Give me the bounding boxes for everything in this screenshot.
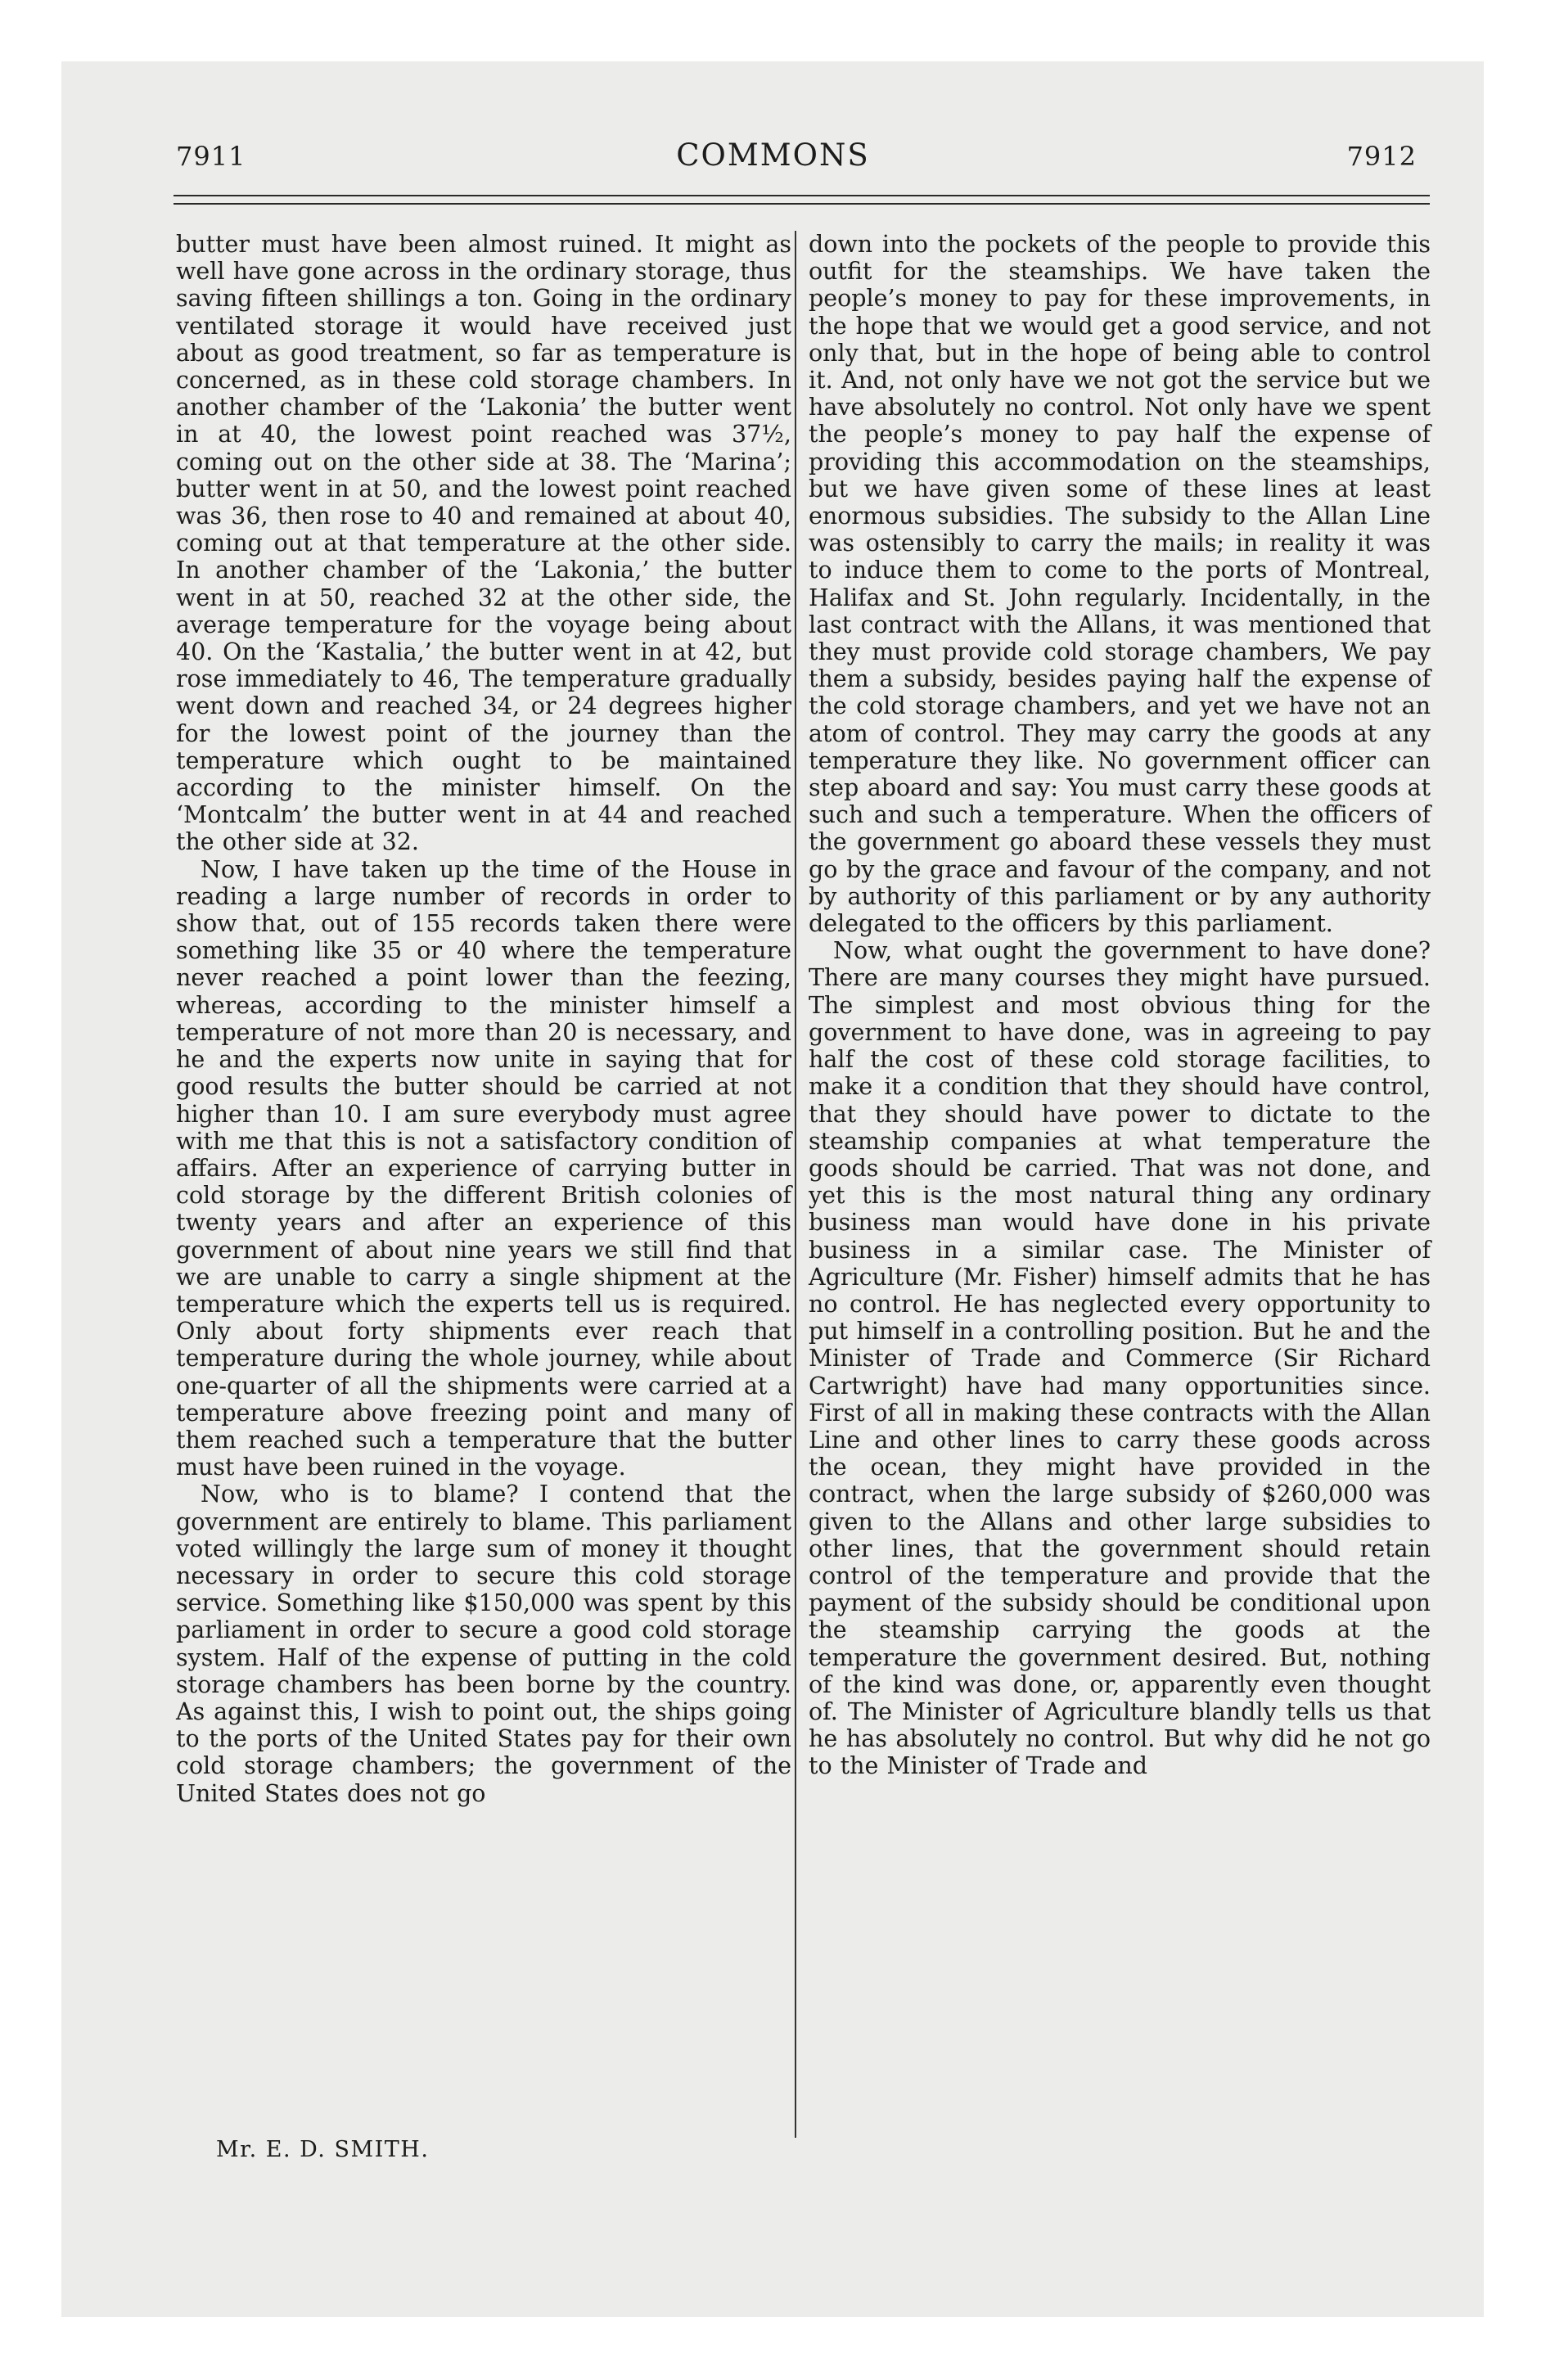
header-rule [174,203,1430,205]
page-number-right: 7912 [1346,141,1417,172]
speaker-footer: Mr. E. D. SMITH. [216,2137,430,2162]
paragraph: Now, I have taken up the time of the House in reading a large number of records in order to show that, out of 155 records taken there were something like 35 or 40 where the temperature never reached a point lower than the feezing, whereas, according to the minister himself a temperature of not more than 20 is necessary, and he and the experts now unite in saying that for good results the butter should be carried at not higher than 10. I am sure everybody must agree with me that this is not a satisfactory condition of affairs. After an experience of carrying butter in cold storage by the different British colonies of twenty years and after an experience of this government of about nine years we still find that we are unable to carry a single shipment at the temperature which the experts tell us is required. Only about forty shipments ever reach that temperature during the whole journey, while about one-quarter of all the shipments were carried at a temperature above freezing point and many of them reached such a temperature that the butter must have been ruined in the voyage. [176,855,791,1481]
running-title: COMMONS [676,137,870,173]
right-column [809,231,1431,1780]
paragraph: butter must have been almost ruined. It might as well have gone across in the ordinary storage, thus saving fifteen shillings a ton. Going in the ordinary ventilated storage it would have received just about as good treatment, so far as temperature is concerned, as in these cold storage chambers. In another chamber of the ‘Lakonia’ the butter went in at 40, the lowest point reached was 37½, coming out on the other side at 38. The ‘Marina’; butter went in at 50, and the lowest point reached was 36, then rose to 40 and remained at about 40, coming out at that temperature at the other side. In another chamber of the ‘Lakonia,’ the butter went in at 50, reached 32 at the other side, the average temperature for the voyage being about 40. On the ‘Kastalia,’ the butter went in at 42, but rose immediately to 46, The temperature gradually went down and reached 34, or 24 degrees higher for the lowest point of the journey than the temperature which ought to be maintained according to the minister himself. On the ‘Montcalm’ the butter went in at 44 and reached the other side at 32. [176,231,791,856]
header-rule [174,195,1430,196]
paragraph: down into the pockets of the people to provide this outfit for the steamships. We have taken the people’s money to pay for these improvements, in the hope that we would get a good service, and not only that, but in the hope of being able to control it. And, not only have we not got the service but we have absolutely no control. Not only have we spent the people’s money to pay half the expense of providing this accommodation on the steamships, but we have given some of these lines at least enormous subsidies. The subsidy to the Allan Line was ostensibly to carry the mails; in reality it was to induce them to come to the ports of Montreal, Halifax and St. John regularly. Incidentally, in the last contract with the Allans, it was mentioned that they must provide cold storage chambers, We pay them a subsidy, besides paying half the expense of the cold storage chambers, and yet we have not an atom of control. They may carry the goods at any temperature they like. No government officer can step aboard and say: You must carry these goods at such and such a temperature. When the officers of the government go aboard these vessels they must go by the grace and favour of the company, and not by authority of this parliament or by any authority delegated to the officers by this parliament. [809,231,1431,938]
paragraph: Now, what ought the government to have done? There are many courses they might have pursued. The simplest and most obvious thing for the government to have done, was in agreeing to pay half the cost of these cold storage facilities, to make it a condition that they should have control, that they should have power to dictate to the steamship companies at what temperature the goods should be carried. That was not done, and yet this is the most natural thing any ordinary business man would have done in his private business in a similar case. The Minister of Agriculture (Mr. Fisher) himself admits that he has no control. He has neglected every opportunity to put himself in a controlling position. But he and the Minister of Trade and Commerce (Sir Richard Cartwright) have had many opportunities since. First of all in making these contracts with the Allan Line and other lines to carry these goods across the ocean, they might have provided in the contract, when the large subsidy of $260,000 was given to the Allans and other large subsidies to other lines, that the government should retain control of the temperature and provide that the payment of the subsidy should be conditional upon the steamship carrying the goods at the temperature the government desired. But, nothing of the kind was done, or, apparently even thought of. The Minister of Agriculture blandly tells us that he has absolutely no control. But why did he not go to the Minister of Trade and [809,937,1431,1780]
page-number-left: 7911 [176,141,246,172]
column-divider [795,231,796,2138]
left-column [176,231,791,1807]
paragraph: Now, who is to blame? I contend that the government are entirely to blame. This parliament voted willingly the large sum of money it thought necessary in order to secure this cold storage service. Something like $150,000 was spent by this parliament in order to secure a good cold storage system. Half of the expense of putting in the cold storage chambers has been borne by the country. As against this, I wish to point out, the ships going to the ports of the United States pay for their own cold storage chambers; the government of the United States does not go [176,1481,791,1807]
